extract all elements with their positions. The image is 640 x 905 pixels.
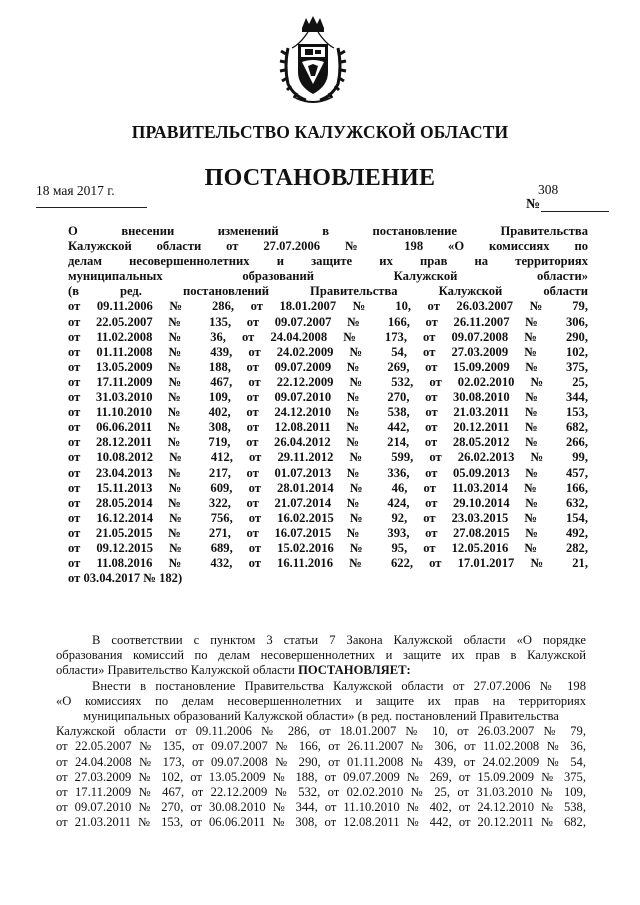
subject-line: от 17.11.2009 № 467, от 22.12.2009 № 532, от 02.02.2010 № 25, xyxy=(68,374,588,389)
document-number: 308 xyxy=(538,182,559,197)
resolution-keyword: ПОСТАНОВЛЯЕТ: xyxy=(298,663,411,678)
subject-line: от 09.12.2015 № 689, от 15.02.2016 № 95, от 12.05.2016 № 282, xyxy=(68,540,588,555)
body-line: от 17.11.2009 № 467, от 22.12.2009 № 532, от 02.02.2010 № 25, от 31.03.2010 № 109, xyxy=(56,784,586,799)
subject-line: от 01.11.2008 № 439, от 24.02.2009 № 54, от 27.03.2009 № 102, xyxy=(68,344,588,359)
body-line: Внести в постановление Правительства Калужской области от 27.07.2006 № 198 xyxy=(92,678,586,693)
subject-line: от 23.04.2013 № 217, от 01.07.2013 № 336, от 05.09.2013 № 457, xyxy=(68,465,588,480)
body-line: В соответствии с пунктом 3 статьи 7 Закона Калужской области «О порядке xyxy=(92,633,586,647)
subject-line: муниципальных образований Калужской области» xyxy=(68,269,588,284)
body-line: от 21.03.2011 № 153, от 06.06.2011 № 308, от 12.08.2011 № 442, от 20.12.2011 № 682, xyxy=(56,815,586,830)
subject-line: (в ред. постановлений Правительства Калужской области xyxy=(68,284,588,299)
number-sign: № xyxy=(526,197,541,212)
subject-line: от 15.11.2013 № 609, от 28.01.2014 № 46, от 11.03.2014 № 166, xyxy=(68,480,588,495)
body-line: от 27.03.2009 № 102, от 13.05.2009 № 188, от 09.07.2009 № 269, от 15.09.2009 № 375, xyxy=(56,769,586,784)
body-line-text: области» Правительство Калужской области xyxy=(56,663,295,678)
subject-line: от 28.05.2014 № 322, от 21.07.2014 № 424, от 29.10.2014 № 632, xyxy=(68,495,588,510)
coat-of-arms-emblem xyxy=(278,14,348,106)
date-underline xyxy=(36,207,147,208)
body-line xyxy=(56,663,586,678)
subject-line: от 28.12.2011 № 719, от 26.04.2012 № 214, от 28.05.2012 № 266, xyxy=(68,435,588,450)
government-title: ПРАВИТЕЛЬСТВО КАЛУЖСКОЙ ОБЛАСТИ xyxy=(131,122,509,142)
body-line: Калужской области от 09.11.2006 № 286, от 18.01.2007 № 10, от 26.03.2007 № 79, xyxy=(56,724,586,739)
subject-line: от 06.06.2011 № 308, от 12.08.2011 № 442, от 20.12.2011 № 682, xyxy=(68,420,588,435)
subject-line: от 03.04.2017 № 182) xyxy=(68,571,183,586)
body-line: от 09.07.2010 № 270, от 30.08.2010 № 344, от 11.10.2010 № 402, от 24.12.2010 № 538, xyxy=(56,800,586,815)
body-line: «О комиссиях по делам несовершеннолетних и защите их прав на территориях xyxy=(56,693,586,708)
body-line: от 24.04.2008 № 173, от 09.07.2008 № 290, от 01.11.2008 № 439, от 24.02.2009 № 54, xyxy=(56,754,586,769)
subject-line: от 09.11.2006 № 286, от 18.01.2007 № 10, от 26.03.2007 № 79, xyxy=(68,299,588,314)
subject-line: от 11.02.2008 № 36, от 24.04.2008 № 173, от 09.07.2008 № 290, xyxy=(68,329,588,344)
subject-line: от 11.10.2010 № 402, от 24.12.2010 № 538, от 21.03.2011 № 153, xyxy=(68,405,588,420)
resolution-paragraph xyxy=(56,679,586,831)
document-body xyxy=(56,633,586,830)
subject-line: от 16.12.2014 № 756, от 16.02.2015 № 92, от 23.03.2015 № 154, xyxy=(68,510,588,525)
subject-line: от 10.08.2012 № 412, от 29.11.2012 № 599, от 26.02.2013 № 99, xyxy=(68,450,588,465)
body-line: муниципальных образований Калужской области» (в ред. постановлений Правительства xyxy=(83,708,559,723)
document-type-heading: ПОСТАНОВЛЕНИЕ xyxy=(204,165,436,191)
body-line: образования комиссий по делам несовершеннолетних и защите их прав в Калужской xyxy=(56,648,586,663)
subject-line: от 22.05.2007 № 135, от 09.07.2007 № 166, от 26.11.2007 № 306, xyxy=(68,314,588,329)
subject-line: от 31.03.2010 № 109, от 09.07.2010 № 270, от 30.08.2010 № 344, xyxy=(68,390,588,405)
document-subject xyxy=(68,224,588,586)
document-date: 18 мая 2017 г. xyxy=(36,183,115,198)
subject-line: делам несовершеннолетних и защите их прав на территориях xyxy=(68,254,588,269)
subject-line: от 11.08.2016 № 432, от 16.11.2016 № 622, от 17.01.2017 № 21, xyxy=(68,556,588,571)
subject-line: от 13.05.2009 № 188, от 09.07.2009 № 269, от 15.09.2009 № 375, xyxy=(68,359,588,374)
number-underline xyxy=(541,211,609,212)
subject-line: Калужской области от 27.07.2006 № 198 «О комиссиях по xyxy=(68,239,588,254)
body-line: от 22.05.2007 № 135, от 09.07.2007 № 166, от 26.11.2007 № 306, от 11.02.2008 № 36, xyxy=(56,739,586,754)
subject-line: от 21.05.2015 № 271, от 16.07.2015 № 393, от 27.08.2015 № 492, xyxy=(68,525,588,540)
subject-line: О внесении изменений в постановление Правительства xyxy=(68,224,588,238)
